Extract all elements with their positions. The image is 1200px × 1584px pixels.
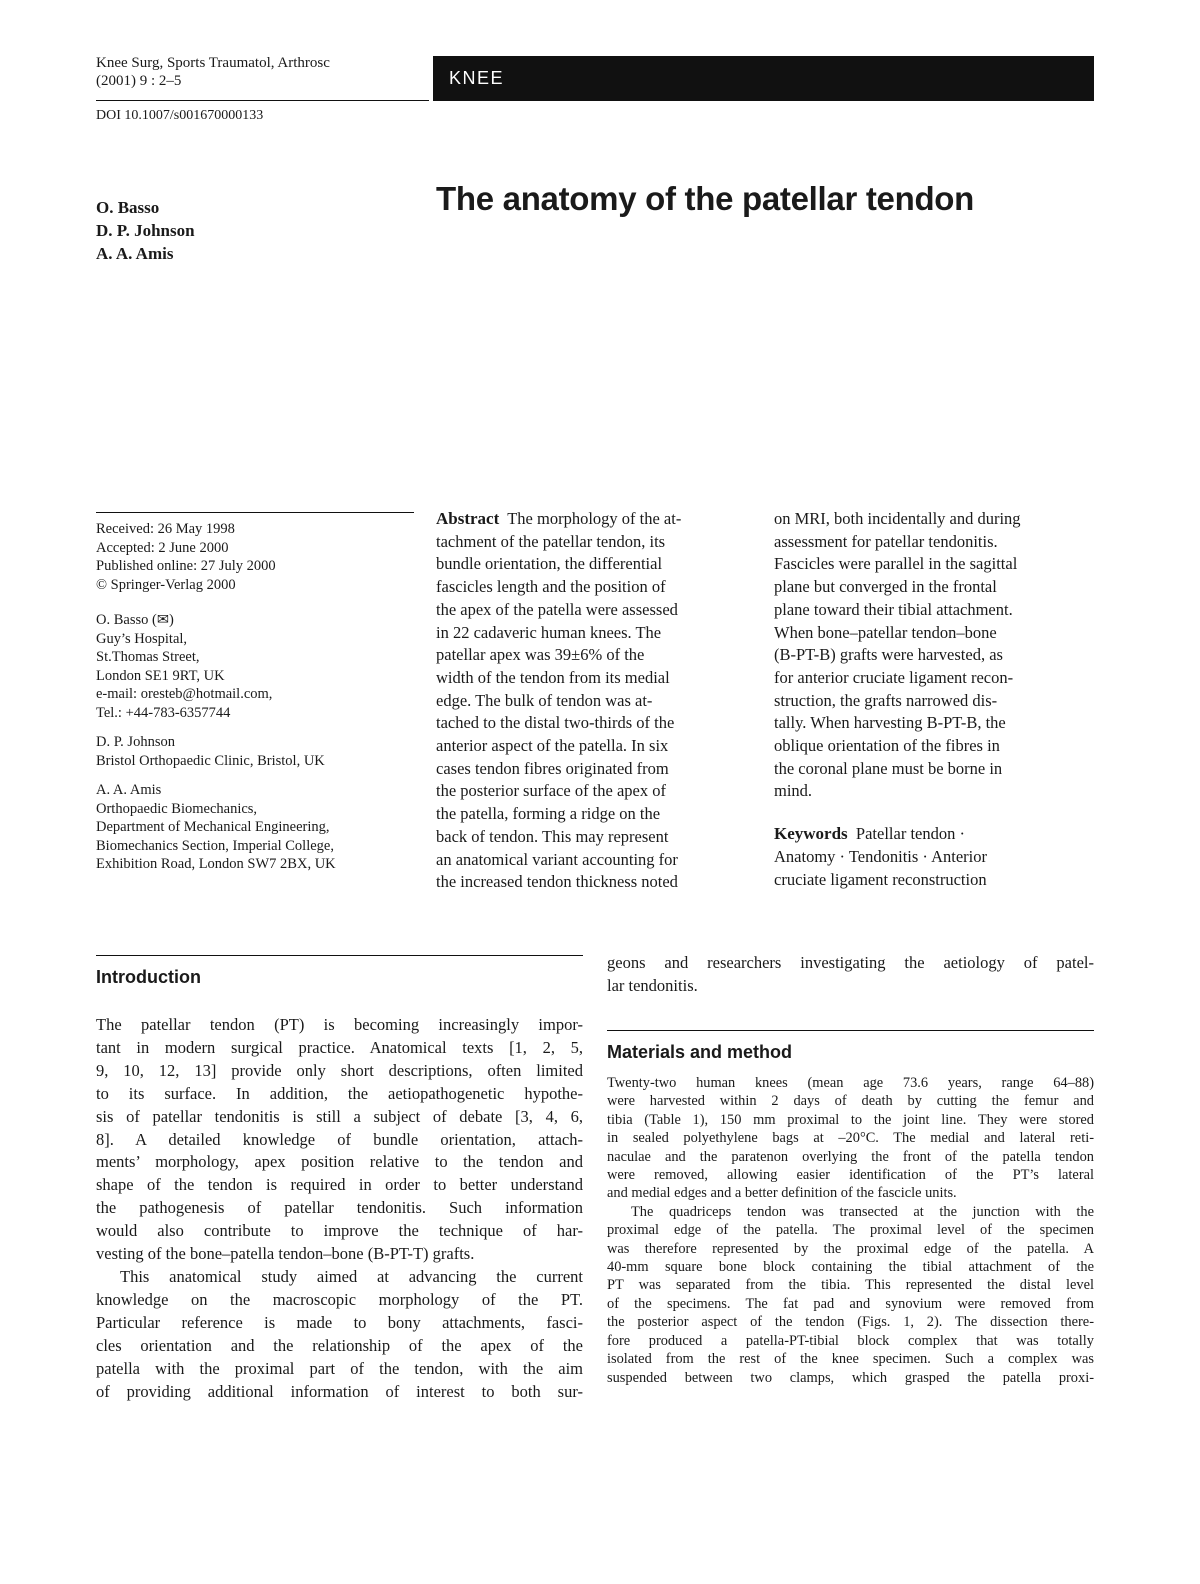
abstract-line: struction, the grafts narrowed dis-	[774, 690, 998, 710]
author-name: A. A. Amis	[96, 244, 174, 263]
text-line: proximal edge of the patella. The proximal level of the specimen	[607, 1222, 1094, 1239]
history-line: Published online: 27 July 2000	[96, 558, 276, 574]
text-line: This anatomical study aimed at advancing the current	[120, 1266, 583, 1286]
text-line: Twenty-two human knees (mean age 73.6 years, range 64–88)	[607, 1075, 1094, 1091]
introduction-body	[96, 1014, 583, 1403]
abstract-line: edge. The bulk of tendon was at-	[436, 690, 653, 710]
text-line: would also contribute to improve the technique of har-	[96, 1221, 583, 1241]
text-line: 9, 10, 12, 13] provide only short descriptions, often limited	[96, 1060, 583, 1080]
phone-line: Tel.: +44-783-6357744	[96, 704, 231, 721]
address-line: Guy’s Hospital,	[96, 630, 188, 647]
author-affiliation	[96, 781, 426, 874]
address-line: D. P. Johnson	[96, 734, 175, 750]
keywords-line: cruciate ligament reconstruction	[774, 869, 987, 889]
abstract-column-right	[774, 508, 1021, 891]
abstract-line: tally. When harvesting B-PT-B, the	[774, 713, 1006, 733]
history-line: © Springer-Verlag 2000	[96, 576, 236, 593]
abstract-column-left	[436, 508, 681, 894]
abstract-line: When bone–patellar tendon–bone	[774, 622, 997, 642]
abstract-line: the posterior surface of the apex of	[436, 781, 666, 801]
keywords-line: Patellar tendon ·	[855, 824, 965, 844]
abstract-line: patellar apex was 39±6% of the	[436, 645, 645, 665]
text-line: 8]. A detailed knowledge of bundle orientation, attach-	[96, 1129, 583, 1149]
abstract-line: in 22 cadaveric human knees. The	[436, 622, 662, 642]
abstract-line: plane toward their tibial attachment.	[774, 599, 1013, 619]
keywords-line: Anatomy · Tendonitis · Anterior	[774, 846, 988, 866]
text-line: were harvested within 2 days of death by cutting the femur and	[607, 1093, 1094, 1110]
abstract-line: the patella, forming a ridge on the	[436, 804, 661, 824]
text-line: isolated from the rest of the knee specimen. Such a complex was	[607, 1351, 1094, 1368]
keywords-label: Keywords	[774, 824, 848, 844]
text-line: naculae and the paratenon overlying the front of the patella tendon	[607, 1148, 1094, 1165]
text-line: 40-mm square bone block containing the tibial attachment of the	[607, 1259, 1094, 1276]
section-label: KNEE	[449, 68, 505, 88]
address-line: Department of Mechanical Engineering,	[96, 819, 330, 835]
text-line: PT was separated from the tibia. This represented the distal level	[607, 1277, 1094, 1294]
section-rule	[96, 955, 583, 956]
abstract-line: fascicles length and the position of	[436, 577, 666, 597]
abstract-line: bundle orientation, the differential	[436, 554, 663, 574]
history-line: Received: 26 May 1998	[96, 521, 235, 537]
abstract-line: plane but converged in the frontal	[774, 577, 997, 597]
abstract-line: back of tendon. This may represent	[436, 826, 669, 846]
text-line: the posterior aspect of the tendon (Figs. 1, 2). The dissection there-	[607, 1314, 1094, 1331]
text-line: ments’ morphology, apex position relative to the tendon and	[96, 1152, 583, 1172]
address-line: Bristol Orthopaedic Clinic, Bristol, UK	[96, 752, 325, 769]
section-banner	[433, 56, 1094, 101]
abstract-line: tached to the distal two-thirds of the	[436, 713, 675, 733]
history-line: Accepted: 2 June 2000	[96, 539, 229, 556]
abstract-line: cases tendon fibres originated from	[436, 758, 669, 778]
author-name: D. P. Johnson	[96, 221, 195, 240]
text-line: vesting of the bone–patella tendon–bone (B-PT-T) grafts.	[96, 1244, 475, 1264]
text-line: in sealed polyethylene bags at –20°C. The medial and lateral reti-	[607, 1130, 1094, 1147]
section-heading-introduction: Introduction	[96, 967, 201, 987]
history-block	[96, 520, 426, 594]
introduction-continuation	[607, 952, 1094, 998]
author-affiliation	[96, 733, 426, 770]
author-name: O. Basso	[96, 198, 160, 217]
text-line: to its surface. In addition, the aetiopathogenetic hypothe-	[96, 1083, 583, 1103]
abstract-line: Fascicles were parallel in the sagittal	[774, 554, 1018, 574]
text-line: fore produced a patella-PT-tibial block complex that was totally	[607, 1332, 1094, 1349]
text-line: The quadriceps tendon was transected at the junction with the	[631, 1203, 1094, 1220]
abstract-line: assessment for patellar tendonitis.	[774, 531, 998, 551]
text-line: patella with the proximal part of the tendon, with the aim	[96, 1358, 583, 1378]
text-line: were removed, allowing easier identification of the PT’s lateral	[607, 1167, 1094, 1184]
article-title: The anatomy of the patellar tendon	[436, 180, 975, 217]
text-line: shape of the tendon is required in order to better understand	[96, 1175, 583, 1195]
abstract-line: the apex of the patella were assessed	[436, 599, 678, 619]
author-list	[96, 196, 195, 265]
abstract-line: (B-PT-B) grafts were harvested, as	[774, 645, 1003, 665]
citation-line: Knee Surg, Sports Traumatol, Arthrosc	[96, 55, 330, 71]
address-line: A. A. Amis	[96, 782, 162, 798]
text-line: the pathogenesis of patellar tendonitis. Such information	[96, 1198, 583, 1218]
text-line: knowledge on the macroscopic morphology of the PT.	[96, 1289, 583, 1309]
text-line: The patellar tendon (PT) is becoming increasingly impor-	[96, 1015, 583, 1034]
abstract-line: an anatomical variant accounting for	[436, 849, 678, 869]
address-line: London SE1 9RT, UK	[96, 667, 225, 684]
meta-rule	[96, 512, 414, 513]
address-line: Biomechanics Section, Imperial College,	[96, 837, 334, 854]
text-line: lar tendonitis.	[607, 975, 698, 995]
text-line: tibia (Table 1), 150 mm proximal to the joint line. They were stored	[607, 1111, 1094, 1128]
abstract-line: anterior aspect of the patella. In six	[436, 736, 669, 756]
abstract-line: width of the tendon from its medial	[436, 667, 670, 687]
article-meta	[96, 520, 426, 874]
abstract-line: on MRI, both incidentally and during	[774, 509, 1021, 528]
address-line: St.Thomas Street,	[96, 649, 200, 665]
abstract-line: mind.	[774, 781, 813, 801]
abstract-line: for anterior cruciate ligament recon-	[774, 667, 1014, 687]
abstract-line: the increased tendon thickness noted	[436, 872, 678, 892]
doi: DOI 10.1007/s001670000133	[96, 108, 264, 123]
corresponding-author	[96, 611, 426, 722]
address-line: Exhibition Road, London SW7 2BX, UK	[96, 856, 336, 872]
materials-body	[607, 1074, 1094, 1387]
section-rule	[607, 1030, 1094, 1031]
text-line: tant in modern surgical practice. Anatomical texts [1, 2, 5,	[96, 1037, 583, 1057]
abstract-line: the coronal plane must be borne in	[774, 758, 1003, 778]
text-line: geons and researchers investigating the aetiology of patel-	[607, 953, 1094, 972]
section-heading-materials: Materials and method	[607, 1042, 793, 1062]
text-line: of providing additional information of interest to both sur-	[96, 1381, 583, 1401]
text-line: Particular reference is made to bony attachments, fasci-	[96, 1312, 583, 1332]
text-line: and medial edges and a better definition of the fascicle units.	[607, 1185, 957, 1202]
email-line: e-mail: oresteb@hotmail.com,	[96, 686, 273, 702]
abstract-line: The morphology of the at-	[507, 509, 682, 528]
header-rule	[96, 100, 429, 101]
text-line: was therefore represented by the proximal edge of the patella. A	[607, 1240, 1094, 1257]
text-line: sis of patellar tendonitis is still a subject of debate [3, 4, 6,	[96, 1106, 583, 1126]
citation-line: (2001) 9 : 2–5	[96, 73, 182, 89]
journal-citation	[96, 54, 330, 90]
text-line: suspended between two clamps, which grasped the patella proxi-	[607, 1369, 1094, 1386]
abstract-line: tachment of the patellar tendon, its	[436, 531, 666, 551]
address-line: Orthopaedic Biomechanics,	[96, 800, 258, 817]
abstract-line: oblique orientation of the fibres in	[774, 736, 1000, 756]
text-line: cles orientation and the relationship of the apex of the	[96, 1335, 583, 1355]
address-line: O. Basso (✉)	[96, 612, 174, 628]
text-line: of the specimens. The fat pad and synovium were removed from	[607, 1295, 1094, 1312]
abstract-label: Abstract	[436, 509, 500, 528]
